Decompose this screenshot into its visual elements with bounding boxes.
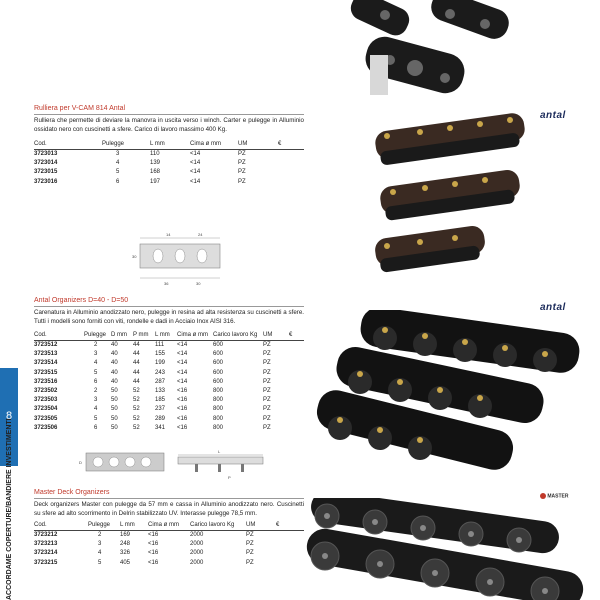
- table-row: [34, 405, 304, 414]
- cell: 3723212: [34, 532, 58, 538]
- section-3-description: Deck organizers Master con pulegge da 57 mm e cassa in Alluminio anodizzato nero. Cuscinetti su sfere ad alto scorrimento in Delrin stabilizzato UV. Interasse pulegge 78,5 mm.: [34, 501, 304, 517]
- cell: 2000: [190, 541, 204, 548]
- cell: 5: [94, 415, 98, 422]
- cell: 6: [116, 178, 120, 185]
- cell: 110: [150, 151, 160, 157]
- cell: <16: [177, 388, 188, 395]
- col-header: L mm: [150, 139, 190, 150]
- dim-label: 14: [166, 232, 171, 237]
- cell: 50: [111, 406, 118, 413]
- dim-label: L: [218, 449, 221, 454]
- cell: 5: [98, 559, 102, 566]
- cell: 800: [213, 397, 224, 404]
- cell: 3723515: [34, 369, 58, 376]
- cell: 3723013: [34, 151, 58, 157]
- cell: 4: [116, 160, 120, 167]
- cell: 139: [150, 160, 161, 167]
- cell: 341: [155, 424, 166, 431]
- master-logo-text: MASTER: [547, 493, 569, 500]
- table-row: [34, 168, 304, 177]
- cell: <16: [148, 559, 159, 566]
- cell: 52: [133, 415, 140, 422]
- cell: 4: [98, 550, 102, 557]
- cell: [289, 424, 304, 433]
- col-header: Cima ø mm: [177, 330, 213, 341]
- cell: PZ: [246, 559, 254, 566]
- cell: 3723213: [34, 541, 58, 548]
- cell: <14: [177, 351, 188, 358]
- cell: 2: [98, 532, 102, 538]
- cell: 600: [213, 342, 224, 348]
- cell: 50: [111, 397, 118, 404]
- cell: PZ: [263, 369, 271, 376]
- table-row: [34, 178, 304, 187]
- cell: PZ: [263, 406, 271, 413]
- col-header: UM: [238, 139, 278, 150]
- cell: 800: [213, 388, 224, 395]
- cell: 326: [120, 550, 131, 557]
- cell: 289: [155, 415, 166, 422]
- section-2-diagram-left: [78, 447, 168, 477]
- cell: <14: [190, 151, 201, 157]
- cell: <14: [190, 169, 201, 176]
- antal-logo-1: antal: [540, 110, 566, 121]
- dim-label: 30: [196, 281, 201, 286]
- cell: 52: [133, 424, 140, 431]
- cell: 40: [111, 351, 118, 358]
- cell: 169: [120, 532, 131, 538]
- cell: PZ: [263, 342, 271, 348]
- cell: 3723514: [34, 360, 58, 367]
- cell: 3: [116, 151, 120, 157]
- cell: 4: [94, 360, 98, 367]
- section-2-description: Carenatura in Alluminio anodizzato nero, pulegge in resina ad alta resistenza su cuscinetti a sfere. Tutti i modelli sono forniti con viti, rondelle e dadi in Acciaio Inox AISI 316.: [34, 309, 304, 325]
- cell: 3723516: [34, 378, 58, 385]
- cell: [276, 531, 304, 541]
- col-header: Cima ø mm: [148, 520, 190, 531]
- cell: 155: [155, 351, 166, 358]
- cell: [278, 150, 304, 160]
- cell: PZ: [246, 541, 254, 548]
- cell: <16: [177, 406, 188, 413]
- top-product-image: [340, 0, 510, 105]
- section-2-diagram-right: [173, 447, 268, 482]
- cell: <16: [148, 541, 159, 548]
- cell: 800: [213, 424, 224, 431]
- cell: 3: [94, 351, 98, 358]
- cell: [278, 159, 304, 168]
- cell: 168: [150, 169, 161, 176]
- section-2-table: [34, 330, 304, 433]
- cell: 3723014: [34, 160, 58, 167]
- table-header-row: [34, 330, 304, 341]
- cell: [289, 359, 304, 368]
- section-1-table: [34, 139, 304, 187]
- cell: PZ: [263, 415, 271, 422]
- cell: [278, 168, 304, 177]
- col-header: Pulegge: [102, 139, 150, 150]
- cell: 44: [133, 351, 140, 358]
- cell: 40: [111, 360, 118, 367]
- section-1-rule: [34, 114, 304, 115]
- section-1-description: Rulliera che permette di deviare la manovra in uscita verso i winch. Carter e pulegge in Alluminio ossidato nero con cuscinetti a sfere. Carico di lavoro massimo 400 Kg.: [34, 117, 304, 133]
- col-header: Cod.: [34, 520, 88, 531]
- cell: PZ: [263, 424, 271, 431]
- cell: 287: [155, 378, 166, 385]
- section-1-product-image: [355, 112, 535, 282]
- cell: 3723215: [34, 559, 58, 566]
- cell: 600: [213, 351, 224, 358]
- cell: <14: [177, 378, 188, 385]
- cell: [278, 178, 304, 187]
- table-row: [34, 424, 304, 433]
- cell: [289, 341, 304, 351]
- chapter-number: 8: [5, 410, 13, 422]
- col-header: €: [276, 520, 304, 531]
- cell: 600: [213, 360, 224, 367]
- col-header: €: [278, 139, 304, 150]
- table-row: [34, 540, 304, 549]
- col-header: L mm: [120, 520, 148, 531]
- cell: 243: [155, 369, 166, 376]
- table-row: [34, 350, 304, 359]
- cell: 111: [155, 342, 165, 348]
- section-3-table: [34, 520, 304, 568]
- cell: <14: [190, 178, 201, 185]
- cell: 2000: [190, 559, 204, 566]
- col-header: Cod.: [34, 330, 84, 341]
- cell: 3: [98, 541, 102, 548]
- table-row: [34, 150, 304, 160]
- section-2-rule: [34, 306, 304, 307]
- cell: 40: [111, 342, 118, 348]
- cell: 6: [94, 378, 98, 385]
- cell: 50: [111, 388, 118, 395]
- cell: [289, 396, 304, 405]
- cell: 40: [111, 378, 118, 385]
- cell: 44: [133, 360, 140, 367]
- cell: 800: [213, 415, 224, 422]
- cell: 133: [155, 388, 166, 395]
- section-2-product-image: [305, 310, 595, 490]
- cell: <14: [190, 160, 201, 167]
- chapter-label: ACCORDAME COPERTURE/BANDIERE INVESTIMENTI: [6, 418, 13, 600]
- cell: [289, 387, 304, 396]
- cell: 3723015: [34, 169, 58, 176]
- cell: [289, 378, 304, 387]
- col-header: Pulegge: [84, 330, 111, 341]
- cell: [276, 559, 304, 568]
- cell: 50: [111, 415, 118, 422]
- cell: 3723505: [34, 415, 58, 422]
- section-3-title: Master Deck Organizers: [34, 489, 110, 496]
- cell: 4: [94, 406, 98, 413]
- table-row: [34, 378, 304, 387]
- cell: PZ: [246, 532, 254, 538]
- cell: PZ: [263, 351, 271, 358]
- table-row: [34, 396, 304, 405]
- section-1-title: Rulliera per V-CAM 814 Antal: [34, 105, 126, 112]
- dim-label: 30: [132, 254, 137, 259]
- cell: 3723506: [34, 424, 58, 431]
- cell: <16: [177, 415, 188, 422]
- table-row: [34, 415, 304, 424]
- cell: <16: [148, 550, 159, 557]
- cell: PZ: [238, 151, 246, 157]
- section-1-diagram: [130, 228, 225, 290]
- cell: <14: [177, 342, 188, 348]
- cell: 52: [133, 397, 140, 404]
- cell: 3723504: [34, 406, 58, 413]
- cell: PZ: [238, 169, 246, 176]
- cell: [289, 405, 304, 414]
- cell: 52: [133, 406, 140, 413]
- col-header: Cima ø mm: [190, 139, 238, 150]
- dim-label: 24: [198, 232, 203, 237]
- cell: 237: [155, 406, 166, 413]
- cell: <14: [177, 360, 188, 367]
- cell: [289, 369, 304, 378]
- cell: 3723512: [34, 342, 58, 348]
- cell: 3: [94, 397, 98, 404]
- table-row: [34, 341, 304, 351]
- table-header-row: [34, 139, 304, 150]
- cell: 2000: [190, 550, 204, 557]
- cell: <14: [177, 369, 188, 376]
- cell: 600: [213, 378, 224, 385]
- cell: 50: [111, 424, 118, 431]
- cell: 3723513: [34, 351, 58, 358]
- col-header: UM: [246, 520, 276, 531]
- cell: PZ: [263, 397, 271, 404]
- table-header-row: [34, 520, 304, 531]
- cell: 40: [111, 369, 118, 376]
- cell: 6: [94, 424, 98, 431]
- cell: PZ: [263, 388, 271, 395]
- cell: 197: [150, 178, 161, 185]
- cell: 2000: [190, 532, 204, 538]
- table-row: [34, 549, 304, 558]
- col-header: L mm: [155, 330, 177, 341]
- table-row: [34, 387, 304, 396]
- cell: PZ: [263, 360, 271, 367]
- cell: 405: [120, 559, 131, 566]
- cell: <16: [148, 532, 159, 538]
- col-header: D mm: [111, 330, 133, 341]
- table-row: [34, 559, 304, 568]
- cell: [289, 350, 304, 359]
- cell: [276, 549, 304, 558]
- cell: 3723503: [34, 397, 58, 404]
- col-header: Cod.: [34, 139, 102, 150]
- dim-label: D: [79, 460, 82, 465]
- dim-label: 36: [164, 281, 169, 286]
- cell: PZ: [263, 378, 271, 385]
- cell: PZ: [238, 160, 246, 167]
- cell: 3723016: [34, 178, 58, 185]
- cell: [289, 415, 304, 424]
- table-row: [34, 369, 304, 378]
- cell: 44: [133, 342, 140, 348]
- table-row: [34, 531, 304, 541]
- cell: 5: [94, 369, 98, 376]
- cell: PZ: [238, 178, 246, 185]
- section-2-title: Antal Organizers D=40 - D=50: [34, 297, 129, 304]
- col-header: €: [289, 330, 304, 341]
- cell: 248: [120, 541, 131, 548]
- cell: PZ: [246, 550, 254, 557]
- section-3-product-image: [305, 498, 595, 600]
- table-row: [34, 159, 304, 168]
- col-header: Carico lavoro Kg: [213, 330, 263, 341]
- cell: 3723502: [34, 388, 58, 395]
- cell: 2: [94, 342, 98, 348]
- antal-logo-2: antal: [540, 302, 566, 313]
- col-header: Pulegge: [88, 520, 120, 531]
- section-3-rule: [34, 498, 304, 499]
- cell: 44: [133, 378, 140, 385]
- col-header: UM: [263, 330, 289, 341]
- cell: <16: [177, 424, 188, 431]
- cell: 199: [155, 360, 166, 367]
- col-header: Carico lavoro Kg: [190, 520, 246, 531]
- cell: 2: [94, 388, 98, 395]
- cell: 44: [133, 369, 140, 376]
- dim-label: P: [228, 475, 231, 480]
- cell: 600: [213, 369, 224, 376]
- cell: <16: [177, 397, 188, 404]
- cell: 3723214: [34, 550, 58, 557]
- table-row: [34, 359, 304, 368]
- cell: 52: [133, 388, 140, 395]
- cell: 185: [155, 397, 166, 404]
- cell: 800: [213, 406, 224, 413]
- cell: [276, 540, 304, 549]
- cell: 5: [116, 169, 120, 176]
- col-header: P mm: [133, 330, 155, 341]
